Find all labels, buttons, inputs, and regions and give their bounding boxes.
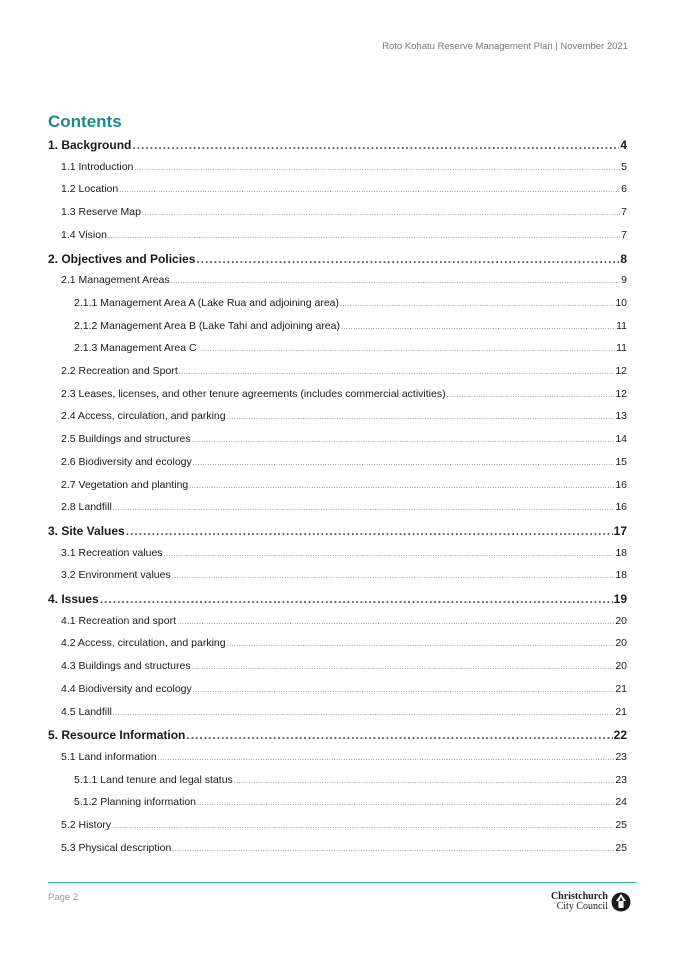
toc-entry-level-1[interactable] xyxy=(48,728,627,742)
toc-entry-label: 2.5 Buildings and structures xyxy=(61,433,191,446)
toc-entry-label: 5.1 Land information xyxy=(61,750,157,763)
toc-dot-leader xyxy=(177,619,614,626)
toc-entry-level-3[interactable] xyxy=(74,297,627,309)
toc-dot-leader xyxy=(164,551,615,558)
toc-entry-level-2[interactable] xyxy=(61,660,627,672)
toc-entry-level-2[interactable] xyxy=(61,569,627,581)
contents-heading: Contents xyxy=(48,112,122,131)
toc-entry-level-3[interactable] xyxy=(74,774,627,786)
toc-dot-leader xyxy=(193,687,615,694)
toc-entry-label: 4.5 Landfill xyxy=(61,705,112,718)
toc-dot-leader xyxy=(132,138,619,152)
toc-dot-leader xyxy=(192,664,615,671)
toc-entry-level-2[interactable] xyxy=(61,842,627,854)
toc-entry-level-2[interactable] xyxy=(61,501,627,513)
toc-entry-page: 6 xyxy=(621,183,627,196)
toc-entry-level-1[interactable] xyxy=(48,524,627,538)
toc-entry-page: 13 xyxy=(615,410,627,423)
toc-entry-level-1[interactable] xyxy=(48,138,627,152)
toc-entry-label: 2.1.3 Management Area C xyxy=(74,342,197,355)
toc-entry-label: 2.2 Recreation and Sport xyxy=(61,365,178,377)
toc-entry-page: 7 xyxy=(621,228,627,241)
toc-entry-level-2[interactable] xyxy=(61,161,627,173)
toc-entry-page: 20 xyxy=(615,637,627,650)
toc-entry-label: 1.1 Introduction xyxy=(61,160,134,173)
toc-entry-page: 8 xyxy=(620,251,627,266)
toc-dot-leader xyxy=(171,278,621,285)
toc-entry-level-2[interactable] xyxy=(61,183,627,195)
toc-entry-level-2[interactable] xyxy=(61,388,627,400)
toc-dot-leader xyxy=(113,505,615,512)
toc-entry-label: 2.4 Access, circulation, and parking xyxy=(61,410,226,423)
toc-entry-page: 15 xyxy=(615,455,627,468)
toc-entry-level-2[interactable] xyxy=(61,365,627,377)
toc-entry-label: 4.4 Biodiversity and ecology xyxy=(61,682,192,695)
toc-entry-level-2[interactable] xyxy=(61,206,627,218)
toc-entry-label: 3.1 Recreation values xyxy=(61,546,163,559)
toc-entry-label: 1.4 Vision xyxy=(61,228,107,241)
toc-entry-label: 2. Objectives and Policies xyxy=(48,251,196,266)
council-logo xyxy=(551,892,631,912)
toc-entry-level-1[interactable] xyxy=(48,252,627,266)
toc-entry-page: 10 xyxy=(615,296,627,309)
toc-dot-leader xyxy=(158,755,615,762)
toc-entry-label: 5.1.2 Planning information xyxy=(74,796,196,809)
toc-dot-leader xyxy=(189,483,614,490)
toc-entry-label: 5.1.1 Land tenure and legal status xyxy=(74,773,233,786)
toc-dot-leader xyxy=(234,778,615,785)
toc-entry-label: 5. Resource Information xyxy=(48,728,186,743)
toc-entry-label: 2.1.1 Management Area A (Lake Rua and adjoining area) xyxy=(74,296,340,309)
toc-entry-label: 1. Background xyxy=(48,138,132,152)
toc-dot-leader xyxy=(113,710,615,717)
toc-entry-label: 1.3 Reserve Map xyxy=(61,206,141,219)
toc-entry-level-3[interactable] xyxy=(74,796,627,808)
toc-entry-label: 2.1 Management Areas xyxy=(61,274,170,287)
toc-entry-page: 25 xyxy=(615,841,627,854)
toc-dot-leader xyxy=(112,823,614,830)
toc-dot-leader xyxy=(193,460,615,467)
toc-entry-label: 2.8 Landfill xyxy=(61,501,112,514)
toc-entry-level-3[interactable] xyxy=(74,342,627,354)
toc-dot-leader xyxy=(341,324,615,331)
toc-entry-label: 2.1.2 Management Area B (Lake Tahi and adjoining area) xyxy=(74,319,340,332)
toc-entry-page: 23 xyxy=(615,750,627,763)
toc-entry-page: 5 xyxy=(621,160,627,173)
toc-entry-level-2[interactable] xyxy=(61,410,627,422)
toc-entry-label: 2.7 Vegetation and planting xyxy=(61,478,189,491)
toc-entry-page: 18 xyxy=(615,569,627,582)
toc-entry-label: 5.3 Physical description xyxy=(61,841,172,854)
toc-dot-leader xyxy=(100,592,613,606)
toc-dot-leader xyxy=(227,641,615,648)
toc-entry-level-2[interactable] xyxy=(61,433,627,445)
toc-entry-level-2[interactable] xyxy=(61,706,627,718)
toc-dot-leader xyxy=(172,846,614,853)
toc-entry-level-2[interactable] xyxy=(61,456,627,468)
toc-entry-page: 24 xyxy=(615,796,627,809)
toc-entry-page: 17 xyxy=(613,523,627,538)
logo-wordmark xyxy=(551,892,608,912)
toc-entry-label: 4.2 Access, circulation, and parking xyxy=(61,637,226,650)
toc-dot-leader xyxy=(198,346,616,353)
toc-entry-level-2[interactable] xyxy=(61,274,627,286)
toc-dot-leader xyxy=(197,800,614,807)
toc-entry-label: 4.1 Recreation and sport xyxy=(61,614,176,627)
toc-entry-page: 18 xyxy=(615,546,627,559)
toc-dot-leader xyxy=(172,573,615,580)
logo-line-1: Christchurch xyxy=(550,891,608,902)
toc-entry-page: 19 xyxy=(613,592,627,606)
page-number: Page 2 xyxy=(48,892,79,903)
toc-entry-level-2[interactable] xyxy=(61,479,627,491)
toc-entry-page: 21 xyxy=(615,705,627,718)
toc-entry-page: 7 xyxy=(621,206,627,219)
toc-dot-leader xyxy=(134,165,620,172)
footer-divider xyxy=(48,882,637,883)
cathedral-logo-icon xyxy=(611,892,631,912)
toc-entry-page: 16 xyxy=(615,478,627,491)
toc-entry-page: 11 xyxy=(616,342,627,355)
toc-dot-leader xyxy=(192,437,615,444)
toc-entry-page: 14 xyxy=(615,433,627,446)
toc-dot-leader xyxy=(142,210,620,217)
toc-entry-page: 9 xyxy=(621,274,627,287)
toc-entry-level-2[interactable] xyxy=(61,819,627,831)
toc-entry-level-2[interactable] xyxy=(61,547,627,559)
logo-line-2: City Council xyxy=(556,901,608,912)
toc-entry-label: 2.3 Leases, licenses, and other tenure agreements (includes commercial activities) xyxy=(61,387,446,400)
toc-dot-leader xyxy=(108,233,620,240)
toc-dot-leader xyxy=(126,524,613,538)
toc-entry-level-2[interactable] xyxy=(61,615,627,627)
toc-dot-leader xyxy=(447,392,615,399)
toc-entry-label: 1.2 Location xyxy=(61,183,119,196)
toc-entry-page: 20 xyxy=(615,614,627,627)
toc-entry-page: 16 xyxy=(615,501,627,514)
toc-entry-level-2[interactable] xyxy=(61,751,627,763)
toc-entry-label: 5.2 History xyxy=(61,819,112,831)
toc-entry-page: 23 xyxy=(615,773,627,786)
toc-entry-page: 11 xyxy=(616,319,627,332)
toc-entry-label: 2.6 Biodiversity and ecology xyxy=(61,455,192,468)
toc-entry-label: 3.2 Environment values xyxy=(61,569,171,582)
toc-entry-level-2[interactable] xyxy=(61,683,627,695)
toc-dot-leader xyxy=(340,301,614,308)
toc-dot-leader xyxy=(227,414,615,421)
toc-dot-leader xyxy=(119,187,620,194)
toc-entry-page: 12 xyxy=(615,387,627,400)
toc-entry-page: 22 xyxy=(613,728,627,743)
toc-dot-leader xyxy=(186,728,612,742)
toc-entry-level-2[interactable] xyxy=(61,637,627,649)
toc-entry-page: 12 xyxy=(615,365,627,377)
toc-entry-level-2[interactable] xyxy=(61,229,627,241)
toc-entry-page: 4 xyxy=(620,138,627,152)
toc-entry-page: 21 xyxy=(615,682,627,695)
toc-entry-level-3[interactable] xyxy=(74,320,627,332)
toc-entry-label: 3. Site Values xyxy=(48,523,125,538)
running-header: Roto Kohatu Reserve Management Plan | November 2021 xyxy=(382,41,628,52)
toc-entry-label: 4. Issues xyxy=(48,592,99,606)
toc-entry-page: 20 xyxy=(615,660,627,673)
toc-entry-label: 4.3 Buildings and structures xyxy=(61,660,191,673)
toc-dot-leader xyxy=(179,369,615,376)
toc-entry-page: 25 xyxy=(615,819,627,831)
toc-entry-level-1[interactable] xyxy=(48,592,627,606)
toc-dot-leader xyxy=(196,252,619,266)
